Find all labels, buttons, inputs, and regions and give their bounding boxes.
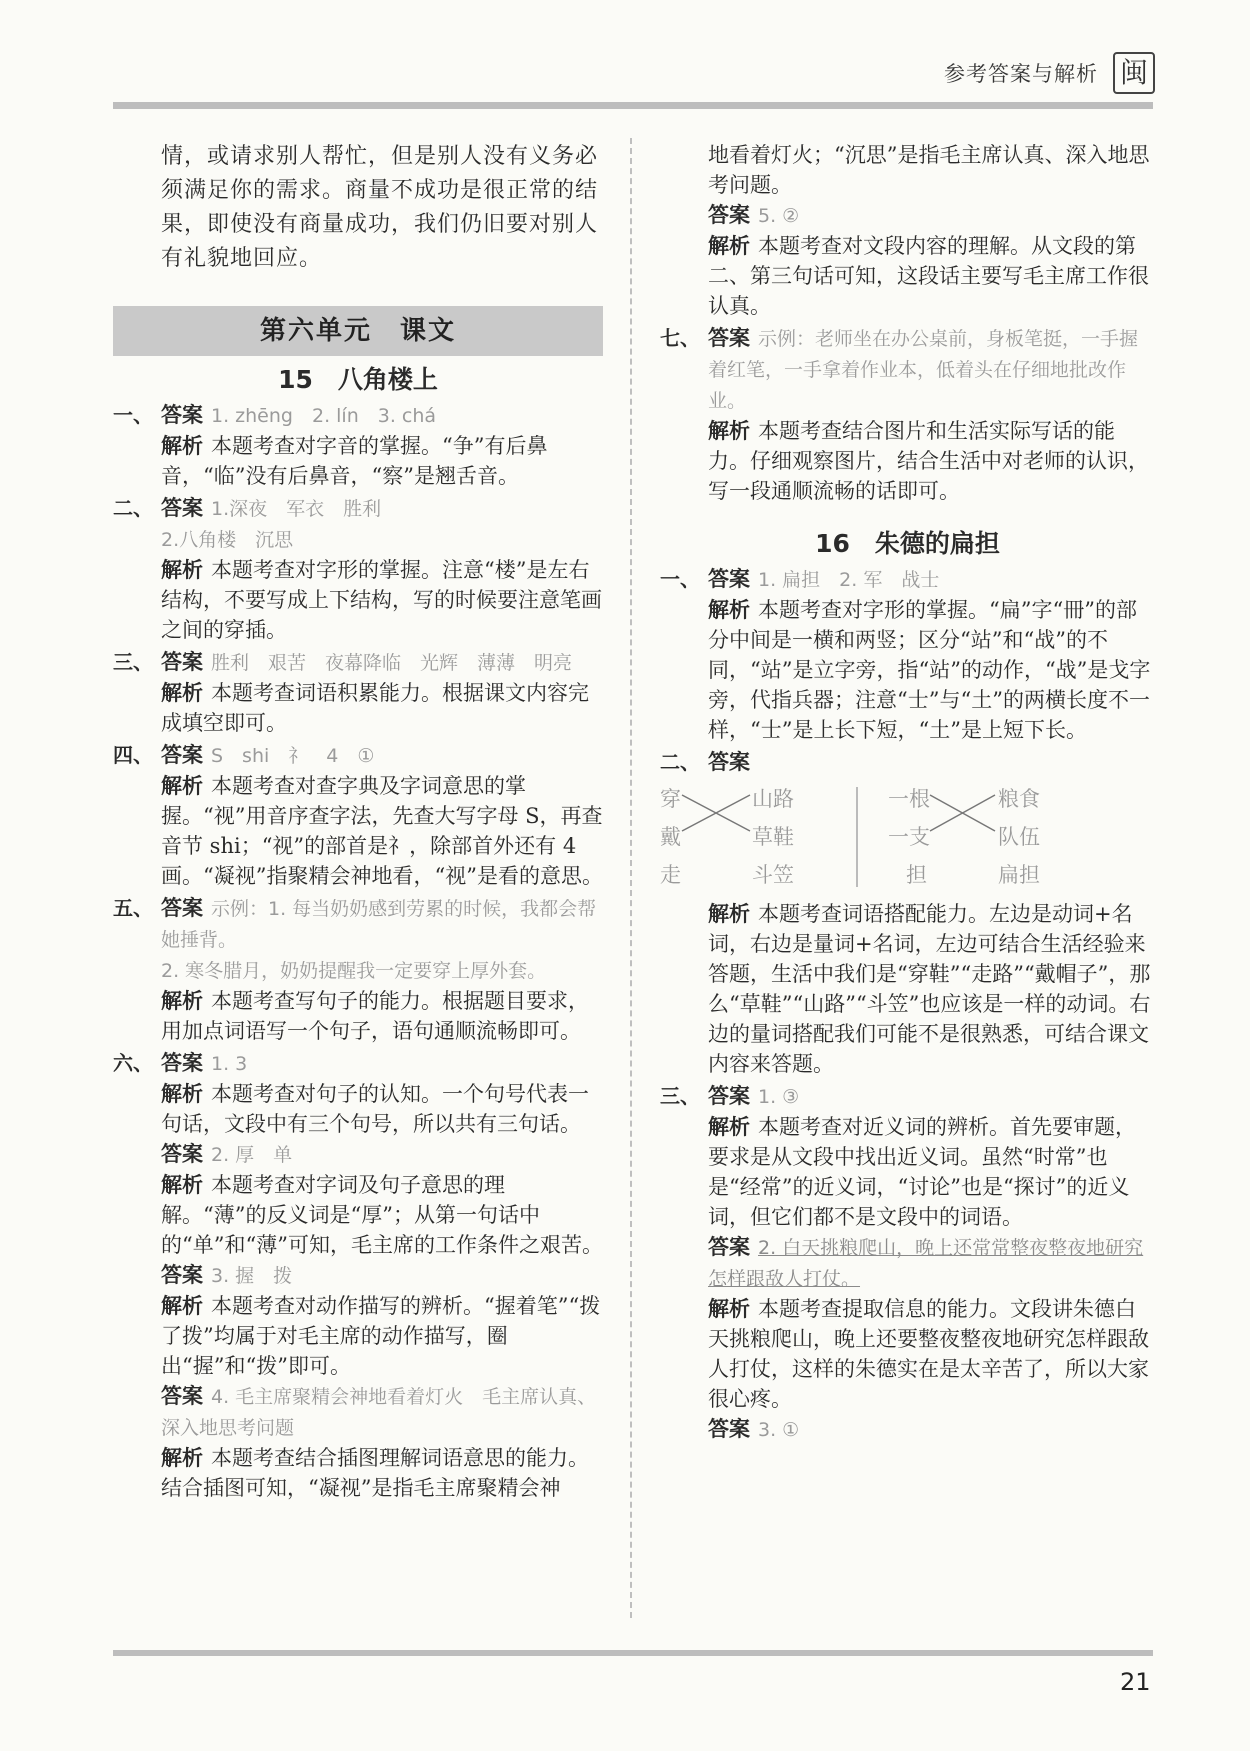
analysis-text: 本题考查对字形的掌握。注意“楼”是左右结构，不要写成上下结构，写的时候要注意笔画之间的穿插。: [161, 558, 602, 642]
answer-text: 5. ②: [758, 205, 800, 227]
match-right-word: 一支: [888, 825, 930, 849]
question-r1: [660, 564, 1155, 745]
answer-label: 答案: [161, 1141, 203, 1166]
analysis-label: 解析: [161, 773, 203, 798]
analysis-text: 本题考查对字形的掌握。“扁”字“冊”的部分中间是一横和两竖；区分“站”和“战”的不同，“站”是立字旁，指“站”的动作，“战”是戈字旁，代指兵器；注意“士”与“土”的两横长度不一样，“士”是上长下短，“土”是上短下长。: [708, 598, 1151, 742]
match-right-word: 一根: [888, 787, 930, 811]
question-number: 一、: [113, 403, 153, 427]
question-number: 三、: [660, 1084, 700, 1108]
analysis-text: 本题考查对字词及句子意思的理解。“薄”的反义词是“厚”；从第一句话中的“单”和“薄”可知，毛主席的工作条件之艰苦。: [161, 1173, 603, 1257]
question-number: 五、: [113, 896, 153, 920]
page-number: 21: [1120, 1668, 1151, 1696]
question-number: 一、: [660, 567, 700, 591]
analysis-text: 本题考查词语积累能力。根据课文内容完成填空即可。: [161, 681, 589, 735]
analysis-label: 解析: [708, 597, 750, 622]
answer-text: 2. 白天挑粮爬山，晚上还常常整夜整夜地研究怎样跟敌人打仗。: [708, 1237, 1144, 1290]
answer-label: 答案: [161, 1262, 203, 1287]
analysis-label: 解析: [708, 1296, 750, 1321]
match-separator: [856, 787, 858, 887]
header-title: 参考答案与解析: [944, 62, 1098, 86]
answer-label: 答案: [161, 495, 203, 520]
question-number: 二、: [113, 496, 153, 520]
analysis-label: 解析: [708, 1114, 750, 1139]
right-column: [660, 140, 1155, 1447]
question-number: 七、: [660, 326, 700, 350]
question-number: 二、: [660, 750, 700, 774]
match-right-word: 担: [906, 863, 927, 887]
answer-label: 答案: [161, 1050, 203, 1075]
match-left-target: 斗笠: [752, 863, 794, 887]
analysis-label: 解析: [161, 1293, 203, 1318]
analysis-label: 解析: [161, 1445, 203, 1470]
column-divider: [630, 138, 632, 1618]
answer-text: 示例：老师坐在办公桌前，身板笔挺，一手握着红笔，一手拿着作业本，低着头在仔细地批改作业。: [708, 328, 1139, 412]
question-number: 六、: [113, 1051, 153, 1075]
answer-text: 胜利 艰苦 夜幕降临 光辉 薄薄 明亮: [211, 652, 573, 674]
match-right-target: 扁担: [998, 863, 1040, 887]
question-6: [113, 1048, 603, 1503]
lesson-title-15: 15 八角楼上: [278, 365, 438, 394]
analysis-label: 解析: [161, 433, 203, 458]
match-left-target: 山路: [752, 787, 794, 811]
answer-text: 示例：1. 每当奶奶感到劳累的时候，我都会帮她捶背。: [161, 898, 597, 951]
analysis-label: 解析: [161, 988, 203, 1013]
header-seal-icon: 闽: [1113, 52, 1155, 94]
answer-text: S shi 礻 4 ①: [211, 745, 375, 767]
answer-label: 答案: [161, 649, 203, 674]
answer-label: 答案: [161, 742, 203, 767]
question-r3: [660, 1081, 1155, 1445]
analysis-text: 本题考查对句子的认知。一个句号代表一句话，文段中有三个句号，所以共有三句话。: [161, 1082, 589, 1136]
analysis-text: 本题考查对近义词的辨析。首先要审题，要求是从文段中找出近义词。虽然“时常”也是“经常”的近义词，“讨论”也是“探讨”的近义词，但它们都不是文段中的词语。: [708, 1115, 1136, 1229]
answer-label: 答案: [161, 1383, 203, 1408]
question-7: [660, 323, 1155, 506]
analysis-text: 本题考查写句子的能力。根据题目要求，用加点词语写一个句子，语句通顺流畅即可。: [161, 989, 589, 1043]
analysis-label: 解析: [708, 901, 750, 926]
analysis-text: 本题考查对动作描写的辨析。“握着笔”“拨了拨”均属于对毛主席的动作描写，圈出“握”和“拨”即可。: [161, 1294, 601, 1378]
question-3: [113, 647, 603, 738]
match-left-target: 草鞋: [752, 825, 794, 849]
question-number: 四、: [113, 743, 153, 767]
intro-text: 情，或请求别人帮忙，但是别人没有义务必须满足你的需求。商量不成功是很正常的结果，即使没有商量成功，我们仍旧要对别人有礼貌地回应。: [161, 144, 599, 271]
answer-label: 答案: [708, 1416, 750, 1441]
answer-text: 1.深夜 军衣 胜利: [211, 498, 382, 520]
analysis-text: 本题考查结合插图理解词语意思的能力。结合插图可知，“凝视”是指毛主席聚精会神: [161, 1446, 589, 1500]
footer-rule: [113, 1650, 1153, 1656]
analysis-label: 解析: [708, 233, 750, 258]
analysis-text: 本题考查对文段内容的理解。从文段的第二、第三句话可知，这段话主要写毛主席工作很认真。: [708, 234, 1149, 318]
match-left-word: 戴: [660, 825, 681, 849]
analysis-text: 本题考查对字音的掌握。“争”有后鼻音，“临”没有后鼻音，“察”是翘舌音。: [161, 434, 548, 488]
match-right-target: 粮食: [998, 787, 1040, 811]
analysis-label: 解析: [161, 1081, 203, 1106]
answer-text: 1. 3: [211, 1053, 248, 1075]
answer-label: 答案: [708, 566, 750, 591]
analysis-label: 解析: [161, 680, 203, 705]
answer-label: 答案: [161, 402, 203, 427]
question-1: [113, 400, 603, 491]
answer-text: 1. 扁担 2. 军 战士: [758, 569, 940, 591]
analysis-text: 本题考查词语搭配能力。左边是动词+名词，右边是量词+名词，左边可结合生活经验来答题，生活中我们是“穿鞋”“走路”“戴帽子”，那么“草鞋”“山路”“斗笠”也应该是一样的动词。右边的量词搭配我们可能不是很熟悉，可结合课文内容来答题。: [708, 902, 1151, 1076]
lesson-title-16: 16 朱德的扁担: [815, 529, 1000, 558]
analysis-text: 本题考查提取信息的能力。文段讲朱德白天挑粮爬山，晚上还要整夜整夜地研究怎样跟敌人打仗，这样的朱德实在是太辛苦了，所以大家很心疼。: [708, 1297, 1149, 1411]
analysis-label: 解析: [708, 418, 750, 443]
matching-diagram: [660, 783, 1155, 895]
unit-banner: 第六单元 课文: [113, 306, 603, 356]
answer-label: 答案: [708, 202, 750, 227]
header-rule: [113, 102, 1153, 109]
left-column: [113, 140, 603, 1505]
question-2: [113, 493, 603, 645]
answer-text: 2. 寒冬腊月，奶奶提醒我一定要穿上厚外套。: [161, 960, 547, 982]
answer-text: 4. 毛主席聚精会神地看着灯火 毛主席认真、深入地思考问题: [161, 1386, 597, 1439]
continued-text: 地看着灯火；“沉思”是指毛主席认真、深入地思考问题。: [708, 143, 1150, 197]
answer-text: 3. 握 拨: [211, 1265, 293, 1287]
question-5: [113, 893, 603, 1046]
question-number: 三、: [113, 650, 153, 674]
answer-text: 3. ①: [758, 1419, 800, 1441]
answer-text: 1. ③: [758, 1086, 800, 1108]
analysis-text: 本题考查结合图片和生活实际写话的能力。仔细观察图片，结合生活中对老师的认识，写一段通顺流畅的话即可。: [708, 419, 1149, 503]
answer-text: 1. zhēng 2. lín 3. chá: [211, 405, 437, 427]
analysis-label: 解析: [161, 557, 203, 582]
question-r2: [660, 747, 1155, 777]
answer-label: 答案: [708, 749, 750, 774]
match-left-word: 走: [660, 863, 681, 887]
match-left-word: 穿: [660, 787, 681, 811]
answer-text: 2.八角楼 沉思: [161, 529, 294, 551]
answer-label: 答案: [708, 325, 750, 350]
answer-label: 答案: [708, 1083, 750, 1108]
question-4: [113, 740, 603, 891]
analysis-label: 解析: [161, 1172, 203, 1197]
answer-label: 答案: [708, 1234, 750, 1259]
match-right-target: 队伍: [998, 825, 1040, 849]
answer-text: 2. 厚 单: [211, 1144, 293, 1166]
analysis-text: 本题考查对查字典及字词意思的掌握。“视”用音序查字法，先查大写字母 S，再查音节 shi；“视”的部首是礻，除部首外还有 4 画。“凝视”指聚精会神地看，“视”是看的意思。: [161, 774, 603, 888]
answer-label: 答案: [161, 895, 203, 920]
